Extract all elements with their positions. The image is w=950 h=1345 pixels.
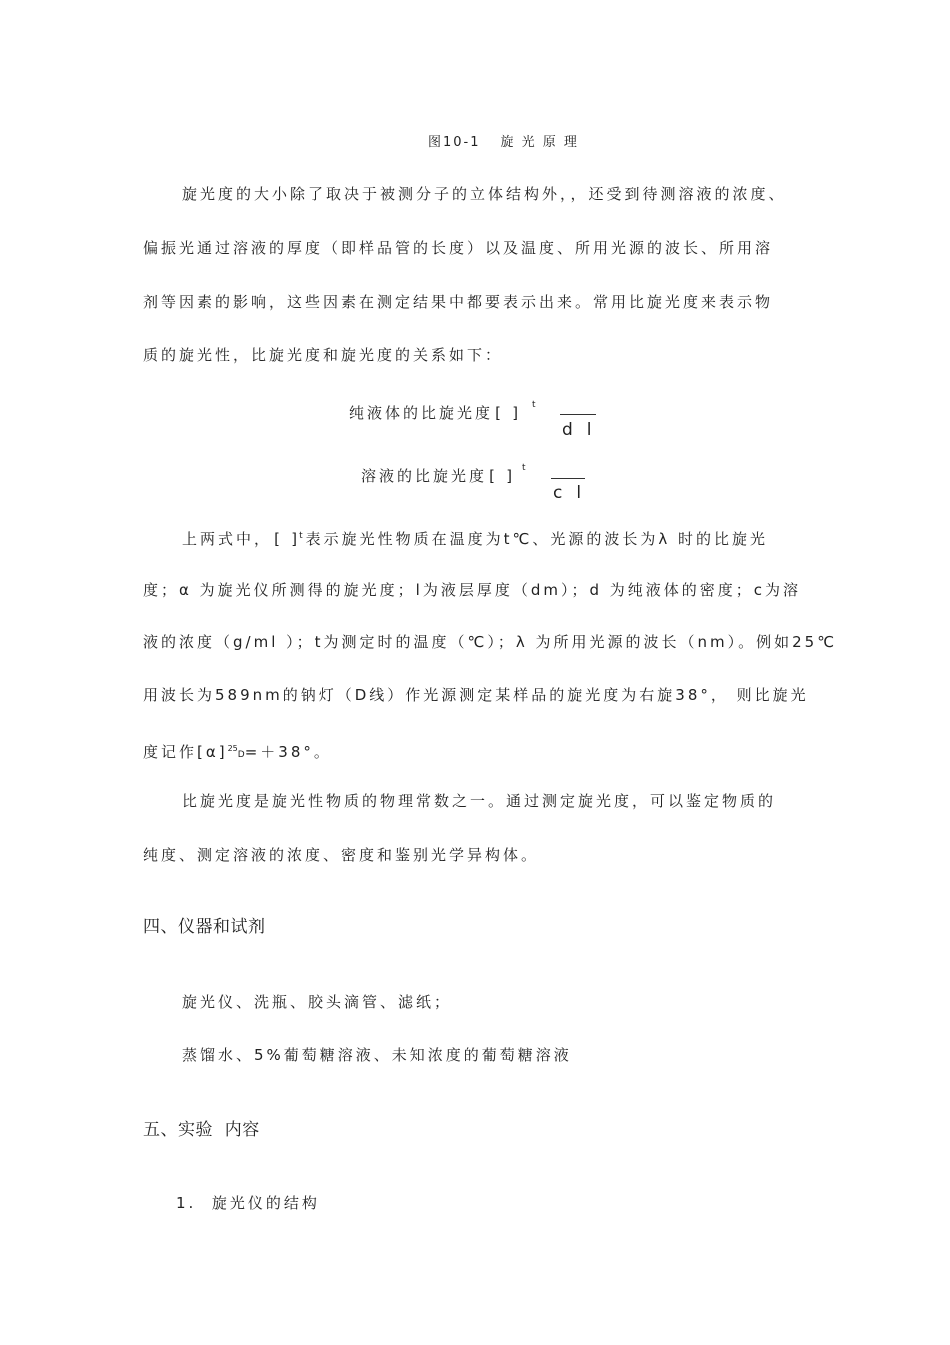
para1-line2: 偏振光通过溶液的厚度（即样品管的长度）以及温度、所用光源的波长、所用溶 bbox=[143, 239, 774, 257]
formula2-sup: t bbox=[522, 463, 526, 473]
para2-sup: t bbox=[299, 531, 306, 541]
para2-line3: 液的浓度（g/ml ）；t为测定时的温度（℃）；λ 为所用光源的波长（nm）。例如25℃ bbox=[143, 633, 838, 651]
figure-caption bbox=[428, 133, 579, 153]
para1-line4: 质的旋光性，比旋光度和旋光度的关系如下： bbox=[143, 346, 504, 364]
figure-number: 图10-1 bbox=[428, 135, 481, 150]
section4-item2: 蒸馏水、5%葡萄糖溶液、未知浓度的葡萄糖溶液 bbox=[182, 1046, 572, 1064]
para1-line3: 剂等因素的影响，这些因素在测定结果中都要表示出来。常用比旋光度来表示物 bbox=[143, 293, 774, 311]
para2-line5: 度记作$[\alpha]^{25}D=+38^\circ$。 bbox=[143, 743, 332, 761]
para2-line1: 上两式中，[ ]$^t$表示旋光性物质在温度为t℃、光源的波长为λ 时的比旋光 bbox=[182, 530, 769, 548]
formula2-bracket: [ ] bbox=[487, 467, 515, 485]
formula1-label: 纯液体的比旋光度[ ] bbox=[349, 404, 521, 422]
formula1-denominator: dl bbox=[562, 420, 606, 440]
para2-bracket: [ ] bbox=[272, 530, 300, 548]
section5-heading: 五、实验 内容 bbox=[143, 1120, 260, 1140]
formula2-denominator: cl bbox=[553, 483, 596, 503]
para3-line2: 纯度、测定溶液的浓度、密度和鉴别光学异构体。 bbox=[143, 846, 540, 864]
para3-line1: 比旋光度是旋光性物质的物理常数之一。通过测定旋光度，可以鉴定物质的 bbox=[182, 792, 777, 810]
para1-line1: 旋光度的大小除了取决于被测分子的立体结构外，，还受到待测溶液的浓度、 bbox=[182, 185, 787, 203]
para2-line4: 用波长为589nm的钠灯（D线）作光源测定某样品的旋光度为右旋38°， 则比旋光 bbox=[143, 686, 809, 704]
formula2-fraction-bar bbox=[551, 478, 585, 479]
formula1-sup: t bbox=[532, 400, 536, 410]
section4-item1: 旋光仪、洗瓶、胶头滴管、滤纸； bbox=[182, 993, 453, 1011]
formula1-bracket: [ ] bbox=[493, 404, 521, 422]
section5-item1: 1. 旋光仪的结构 bbox=[176, 1194, 320, 1212]
para2-line5-sub: D bbox=[237, 750, 245, 760]
para2-line5-sup: 25 bbox=[227, 744, 238, 753]
formula2-label: 溶液的比旋光度[ ] bbox=[361, 467, 515, 485]
figure-title: 旋 光 原 理 bbox=[500, 135, 579, 150]
para2-line2: 度；α 为旋光仪所测得的旋光度；l为液层厚度（dm）；d 为纯液体的密度；c为溶 bbox=[143, 581, 801, 599]
formula1-fraction-bar bbox=[560, 414, 596, 415]
section4-heading: 四、仪器和试剂 bbox=[143, 917, 266, 937]
